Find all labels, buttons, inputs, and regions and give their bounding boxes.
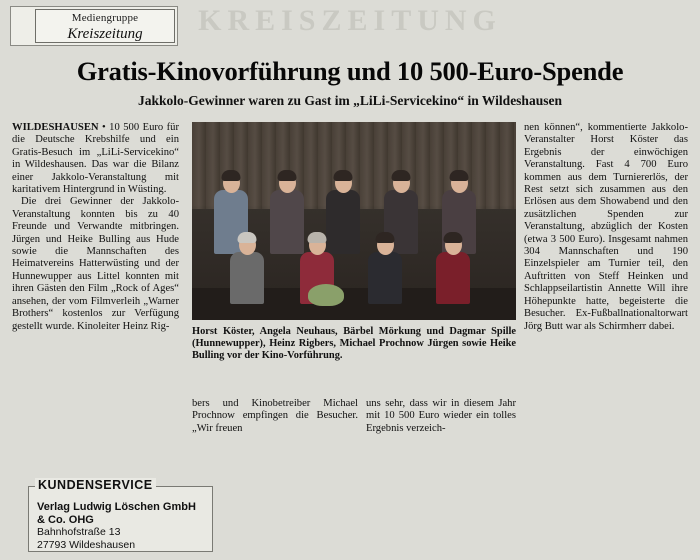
lead-paragraph xyxy=(12,122,179,196)
person-head xyxy=(309,235,326,255)
person-head xyxy=(445,235,462,255)
photo-person xyxy=(230,235,264,304)
person-body xyxy=(436,252,470,304)
paragraph: Die drei Gewinner der Jakkolo-Veranstaltung konnten bis zu 40 Freunde und Verwandte mitbringen. Jürgen und Heike Bulling aus Hude sowie die Mannschaften des Heimatvereins Hatterwüsting und der Hunnewupper aus Littel konnten mit ihren Gästen den Film „Rock of Ages“ ansehen, der vom Filmverleih „Warner Brothers“ kostenlos zur Verfügung gestellt wurde. Kinoleiter Heinz Rig- xyxy=(12,196,179,332)
masthead-logo xyxy=(35,9,175,43)
group-photo xyxy=(192,122,516,320)
person-head xyxy=(223,173,240,193)
paragraph: bers und Kinobetreiber Michael Prochnow empfingen die Besucher. „Wir freuen xyxy=(192,398,358,434)
person-hair xyxy=(278,170,297,181)
service-box-body xyxy=(29,487,212,555)
publisher-street: Bahnhofstraße 13 xyxy=(37,526,121,538)
paragraph: nen können“, kommentierte Jakkolo-Veranstalter Horst Köster das Ergebnis der einwöchigen Veranstaltung. Fast 4 700 Euro kommen aus dem Turniererlös, der Rest setzt sich zusammen aus den Erlösen aus dem Showabend und den zusätzlichen Spenden zur Veranstaltung, abzüglich der Kosten (etwa 3 500 Euro). Insgesamt nahmen 304 Mannschaften und 190 Einzelspieler am Turnier teil, den Auftritten von Steff Heinken und Schlappseilartistin Annette Will ihre Höhepunkte hatte, begeisterte die Besucher. Ex-Fußballnationaltorwart Jörg Butt war als Schirmherr dabei. xyxy=(524,122,688,332)
person-head xyxy=(239,235,256,255)
publisher-city: 27793 Wildeshausen xyxy=(37,538,136,551)
person-hair xyxy=(222,170,241,181)
person-head xyxy=(377,235,394,255)
article-headline: Gratis-Kinovorführung und 10 500-Euro-Spende xyxy=(76,56,624,86)
publisher-name-line2: & Co. OHG xyxy=(37,513,94,526)
person-body xyxy=(368,252,402,304)
person-hair xyxy=(308,232,327,243)
person-head xyxy=(279,173,296,193)
lead-text: • 10 500 Euro für die Deutsche Krebshilfe und ein Gratis-Besuch im „LiLi-Servicekino“ in Wildeshausen. Das war die Bilanz einer Jakkolo-Veranstaltung mit karitativem Hintergrund in Wüsting. xyxy=(12,122,179,196)
person-head xyxy=(335,173,352,193)
person-hair xyxy=(392,170,411,181)
photo-person xyxy=(436,235,470,304)
article-column-middle xyxy=(192,398,358,435)
person-hair xyxy=(376,232,395,243)
page-watermark: KREISZEITUNG xyxy=(198,4,502,37)
article-column-right xyxy=(524,122,688,333)
person-hair xyxy=(334,170,353,181)
photo-caption: Horst Köster, Angela Neuhaus, Bärbel Mörkung und Dagmar Spille (Hunnewupper), Heinz Rigbers, Michael Prochnow Jürgen sowie Heike Bulling vor der Kino-Vorführung. xyxy=(192,326,516,362)
flower-bouquet xyxy=(308,284,344,306)
customer-service-box xyxy=(28,478,213,552)
article-column-middle-2 xyxy=(366,398,516,435)
person-hair xyxy=(444,232,463,243)
masthead-box xyxy=(10,6,178,46)
photo-person xyxy=(270,173,304,254)
service-box-title: KUNDENSERVICE xyxy=(35,478,156,492)
person-hair xyxy=(450,170,469,181)
person-head xyxy=(451,173,468,193)
person-head xyxy=(393,173,410,193)
person-hair xyxy=(238,232,257,243)
masthead-line2: Kreiszeitung xyxy=(67,26,143,42)
person-body xyxy=(230,252,264,304)
dateline: WILDESHAUSEN xyxy=(12,122,99,133)
person-body xyxy=(270,190,304,254)
article-column-left xyxy=(12,122,179,333)
article-subheadline: Jakkolo-Gewinner waren zu Gast im „LiLi-Servicekino“ in Wildeshausen xyxy=(138,93,562,108)
masthead-line1: Mediengruppe xyxy=(71,12,139,24)
publisher-name-line1: Verlag Ludwig Löschen GmbH xyxy=(37,501,196,513)
photo-person xyxy=(368,235,402,304)
paragraph: uns sehr, dass wir in diesem Jahr mit 10 500 Euro wieder ein tolles Ergebnis verzeich- xyxy=(366,398,516,434)
